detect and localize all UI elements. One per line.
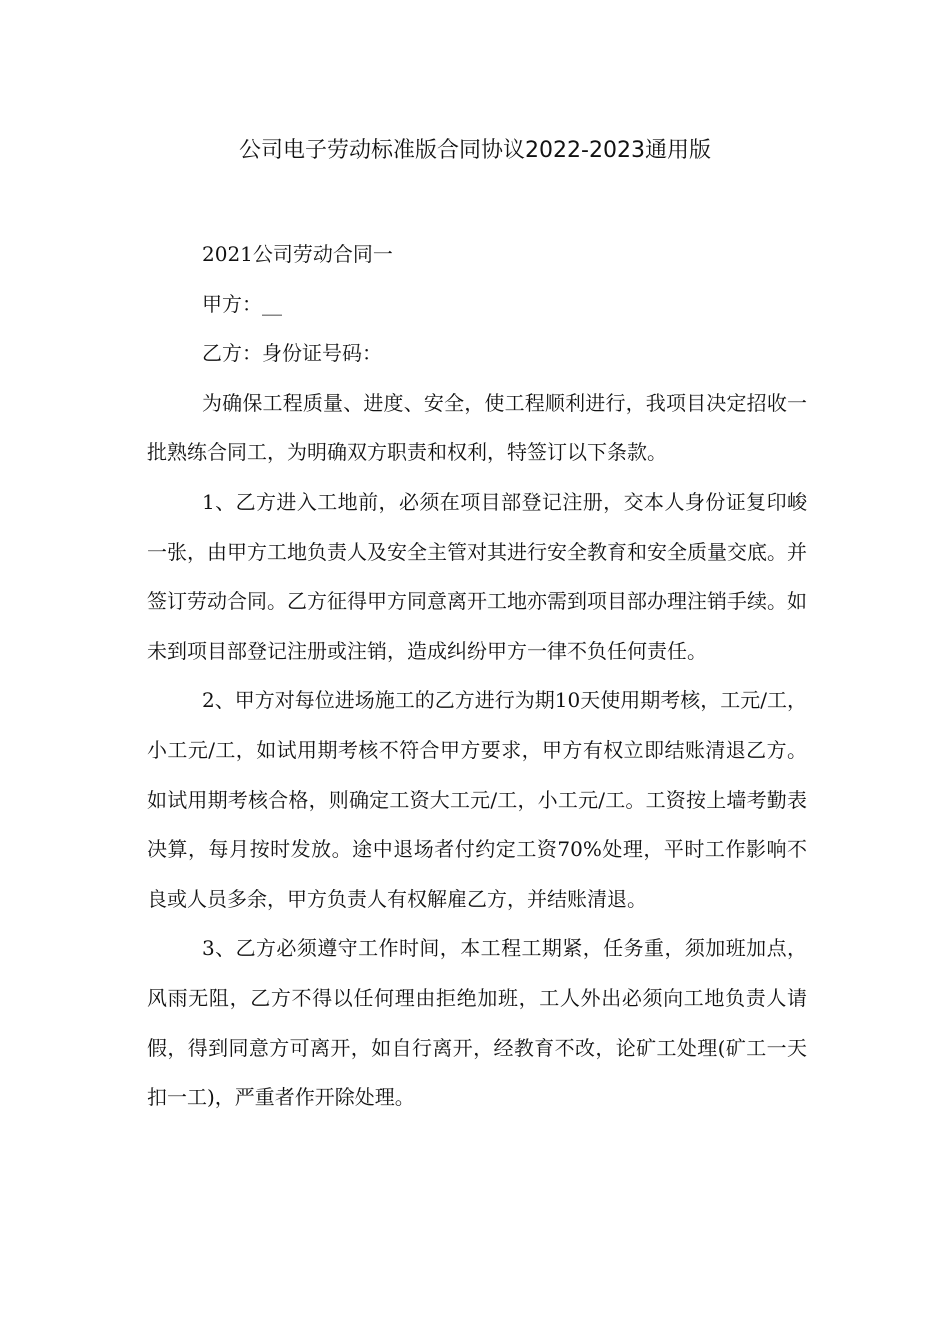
party-a-line: 甲方：__	[202, 291, 282, 316]
party-b-line: 乙方：身份证号码：	[202, 341, 382, 366]
document-body	[147, 230, 807, 1123]
preamble-paragraph: 为确保工程质量、进度、安全，使工程顺利进行，我项目决定招收一批熟练合同工，为明确双方职责和权利，特签订以下条款。	[147, 390, 807, 465]
clause-3-paragraph: 3、乙方必须遵守工作时间，本工程工期紧，任务重，须加班加点，风雨无阻，乙方不得以任何理由拒绝加班，工人外出必须向工地负责人请假，得到同意方可离开，如自行离开，经教育不改，论矿工处理(矿工一天扣一工)，严重者作开除处理。	[147, 936, 807, 1110]
clause-2-paragraph: 2、甲方对每位进场施工的乙方进行为期10天使用期考核，工元/工，小工元/工，如试用期考核不符合甲方要求，甲方有权立即结账清退乙方。如试用期考核合格，则确定工资大工元/工，小工元/工。工资按上墙考勤表决算，每月按时发放。途中退场者付约定工资70%处理，平时工作影响不良或人员多余，甲方负责人有权解雇乙方，并结账清退。	[147, 688, 807, 911]
contract-heading-line: 2021公司劳动合同一	[202, 242, 393, 266]
document-title: 公司电子劳动标准版合同协议2022-2023通用版	[239, 138, 711, 163]
clause-1-paragraph: 1、乙方进入工地前，必须在项目部登记注册，交本人身份证复印峻一张，由甲方工地负责人及安全主管对其进行安全教育和安全质量交底。并签订劳动合同。乙方征得甲方同意离开工地亦需到项目部办理注销手续。如未到项目部登记注册或注销，造成纠纷甲方一律不负任何责任。	[147, 489, 807, 663]
